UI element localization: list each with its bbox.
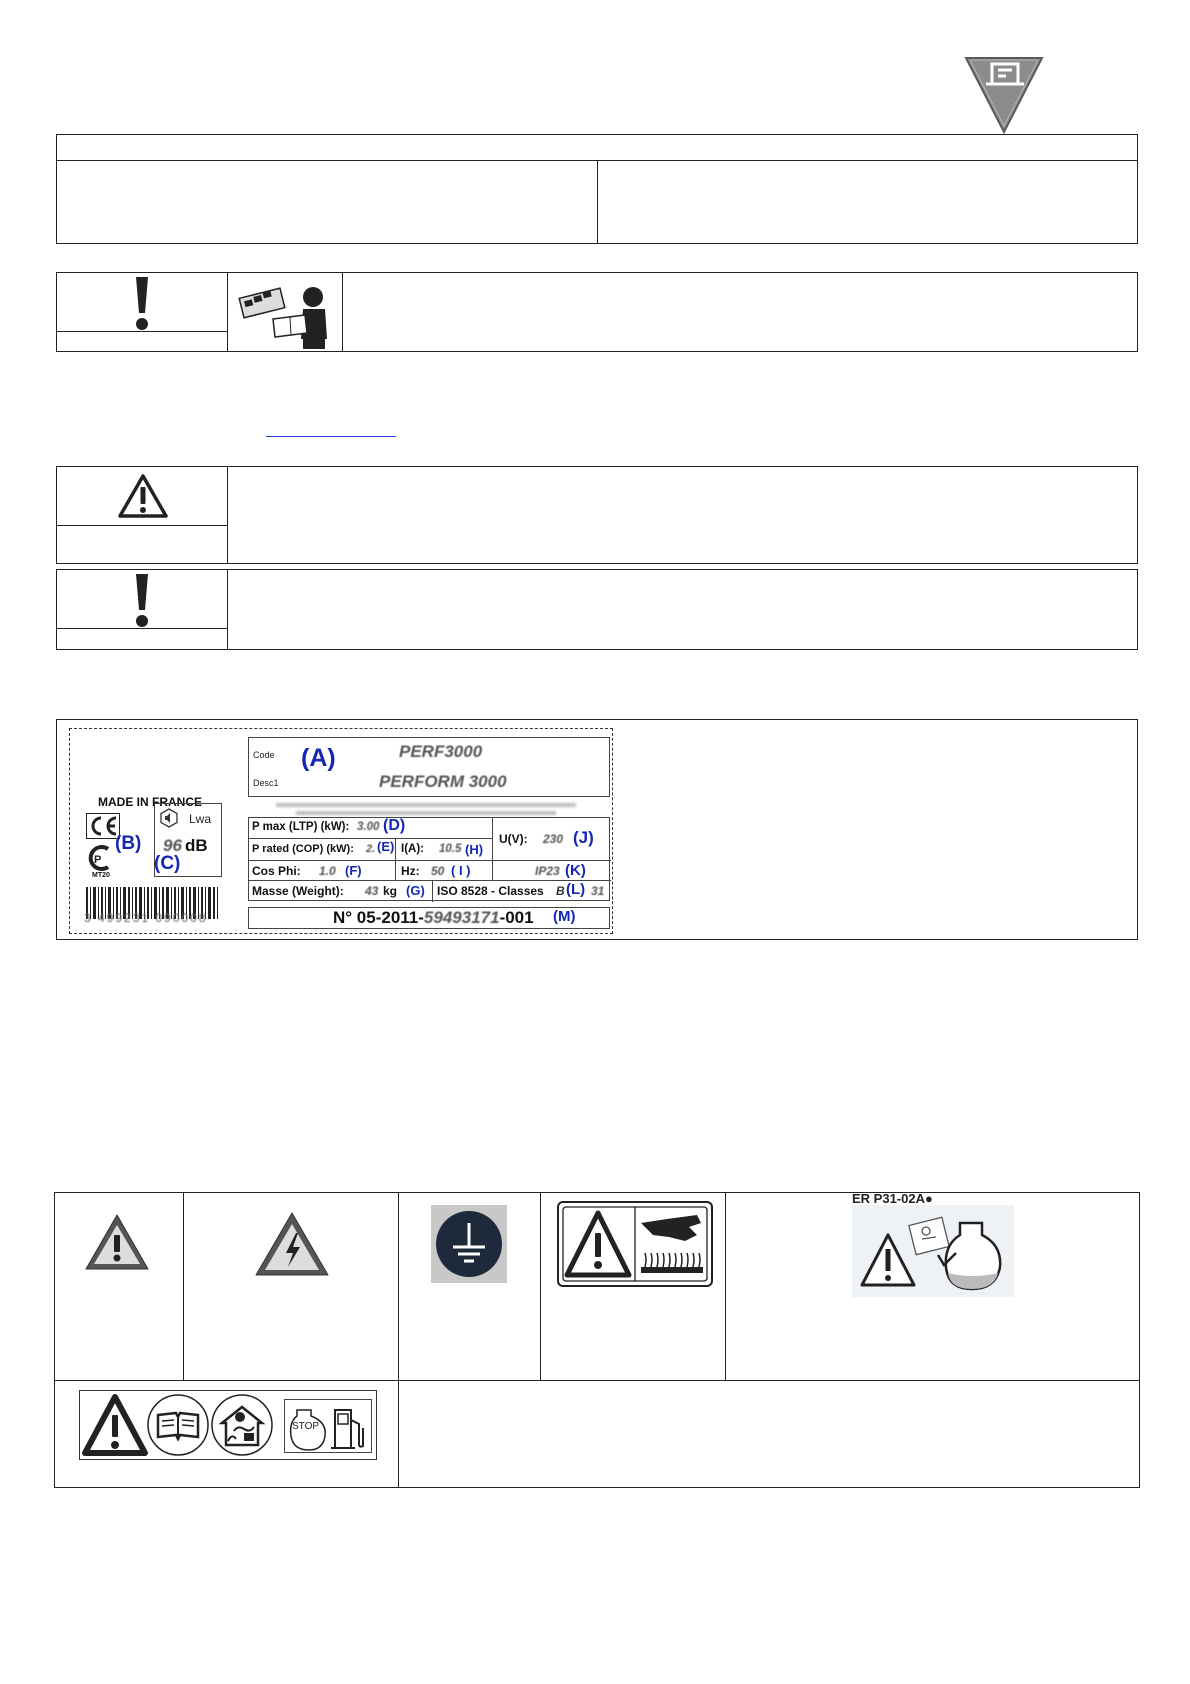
hot-surface-warning-icon: [557, 1201, 713, 1287]
sound-power-icon: [159, 808, 179, 828]
mt20-label: MT20: [92, 872, 110, 879]
marker-m: (M): [553, 908, 576, 925]
code-box: [248, 737, 610, 797]
marker-j: (J): [573, 828, 594, 847]
ep-triangle-logo-icon: [962, 54, 1046, 134]
notice-read-manual: [56, 272, 1138, 352]
stop-refuel-icon: [284, 1399, 372, 1453]
header-table: [56, 134, 1138, 244]
marker-g: (G): [406, 883, 425, 898]
notice-warning: [56, 466, 1138, 564]
link-underline[interactable]: [266, 436, 396, 437]
barcode: [84, 887, 220, 929]
read-manual-icon: [146, 1393, 210, 1457]
exclamation-icon: [127, 275, 157, 333]
serial-number: [333, 908, 534, 928]
code-value: PERF3000: [399, 742, 483, 761]
ip-value: IP23: [535, 864, 560, 878]
barcode-digits: 3 499231 090008: [84, 911, 208, 925]
warning-triangle-icon: [84, 1213, 150, 1271]
mass-value: 43: [365, 884, 379, 898]
marker-i: ( I ): [451, 863, 471, 878]
operator-manual-icon: [233, 277, 337, 351]
mass-unit: kg: [383, 884, 398, 898]
serial-box: [248, 907, 610, 929]
cosphi-label: Cos Phi:: [252, 864, 301, 878]
iso-suffix: 31: [591, 884, 605, 898]
lwa-box: [154, 803, 222, 877]
cosphi-value: 1.0: [319, 864, 336, 878]
db-value: 96: [163, 836, 182, 855]
pmax-value: 3.00: [357, 821, 380, 833]
oil-label: ER P31-02A●: [852, 1191, 933, 1206]
oil-level-warning-icon: [852, 1193, 1014, 1297]
exhaust-gas-icon: [210, 1393, 274, 1457]
pct-mark-icon: [86, 845, 116, 871]
marker-l: (L): [566, 881, 586, 898]
marker-e: (E): [377, 839, 395, 854]
notice-caution: [56, 569, 1138, 650]
iso-label: ISO 8528 - Classes: [437, 884, 544, 898]
mass-label: Masse (Weight):: [252, 884, 344, 898]
desc-label: Desc1: [253, 778, 279, 788]
prated-label: P rated (COP) (kW):: [252, 843, 354, 855]
made-in-france: MADE IN FRANCE: [98, 795, 202, 809]
nameplate-label: [69, 728, 613, 934]
marker-d: (D): [383, 817, 406, 834]
pmax-label: P max (LTP) (kW):: [252, 821, 350, 833]
combined-warning-strip: [79, 1390, 377, 1460]
serial-suffix: -001: [499, 908, 534, 927]
company-logo: [962, 54, 1046, 134]
iso-class: B: [556, 884, 565, 898]
pictogram-table: [54, 1192, 1140, 1488]
spec-grid: [248, 817, 610, 901]
marker-h: (H): [465, 842, 484, 857]
voltage-label: U(V):: [499, 832, 528, 846]
serial-prefix: N° 05-2011-: [333, 908, 424, 927]
current-value: 10.5: [439, 843, 462, 855]
hz-label: Hz:: [401, 864, 420, 878]
svg-text:P: P: [94, 854, 102, 866]
nameplate-section: [56, 719, 1138, 940]
desc-value: PERFORM 3000: [379, 772, 507, 791]
lwa-label: Lwa: [189, 812, 212, 826]
electrical-hazard-icon: [254, 1211, 330, 1277]
blurred-line: [296, 811, 556, 815]
blurred-line: [276, 803, 576, 807]
serial-mid: 59493171: [423, 908, 500, 927]
marker-c: (C): [154, 853, 181, 874]
earth-ground-icon: [431, 1205, 507, 1283]
current-label: I(A):: [401, 843, 424, 855]
warning-triangle-icon: [82, 1393, 148, 1457]
warning-triangle-icon: [117, 473, 169, 519]
code-label: Code: [253, 750, 275, 760]
marker-k: (K): [565, 862, 586, 879]
marker-a: (A): [301, 744, 336, 772]
marker-f: (F): [345, 863, 362, 878]
marker-b: (B): [115, 833, 142, 854]
voltage-value: 230: [543, 832, 564, 846]
db-unit: dB: [185, 836, 208, 855]
stop-text: STOP: [292, 1421, 320, 1432]
exclamation-icon: [127, 572, 157, 630]
prated-value: 2.: [366, 843, 376, 855]
hz-value: 50: [431, 864, 445, 878]
